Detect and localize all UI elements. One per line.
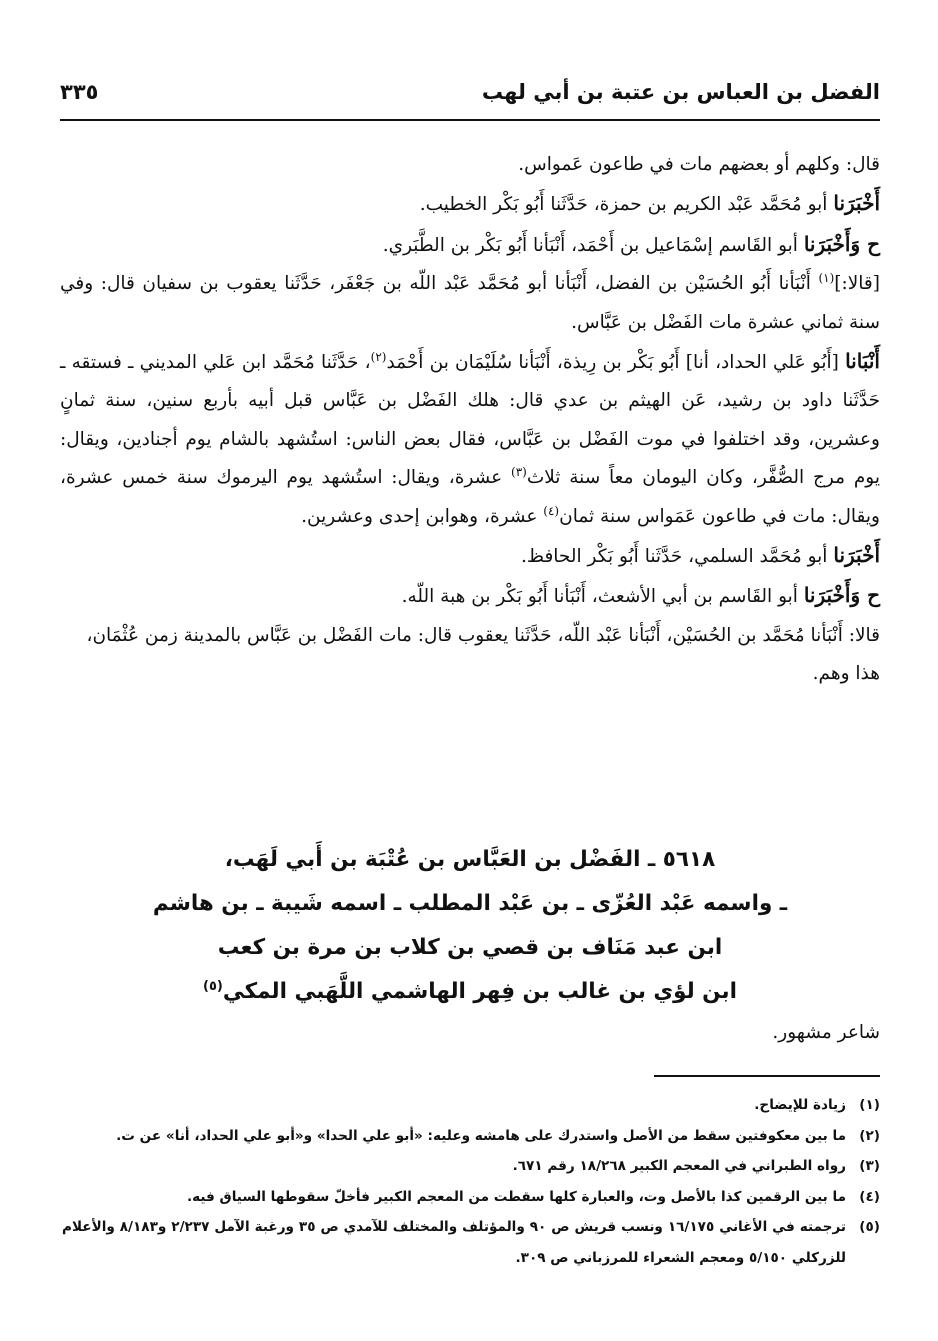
page-header xyxy=(60,74,880,120)
paragraph-3-text: أبو القَاسم إسْمَاعيل بن أَحْمَد، أَنْبَأنا أَبُو بَكْر بن الطَّبَري. xyxy=(382,234,804,256)
footnote-5 xyxy=(62,1212,880,1273)
footnote-number: (٤) xyxy=(859,1188,880,1205)
footnote-1 xyxy=(62,1090,880,1121)
footnote-4 xyxy=(62,1182,880,1213)
paragraph-1 xyxy=(60,146,880,184)
page-number: ٣٣٥ xyxy=(60,80,99,104)
footnote-ref-2: (٢) xyxy=(370,349,387,364)
footnote-ref-4: (٤) xyxy=(543,503,560,518)
footnote-3 xyxy=(62,1151,880,1182)
paragraph-8-text: قالا: أَنْبَأنا مُحَمَّد بن الحُسَيْن، أَنْبَأنا عَبْد اللّه، حَدَّثَنا يعقوب قال: مات الفَضْل بن عَبَّاس بالمدينة زمن عُثْمَان، xyxy=(86,624,880,646)
paragraph-4-text-b: أَنْبَأنا أَبُو الحُسَيْن بن الفضل، أَنْبَأنا أبو مُحَمَّد عَبْد اللّه بن جَعْفَر، حَدَّثَنا يعقوب بن سفيان قال: وفي سنة ثماني عشرة مات الفَضْل بن عَبَّاس. xyxy=(60,273,880,333)
paragraph-3 xyxy=(60,225,880,265)
running-title: الفضل بن العباس بن عتبة بن أبي لهب xyxy=(481,80,880,104)
footnote-text: ترجمته في الأغاني ١٦/١٧٥ ونسب قريش ص ٩٠ والمؤتلف والمختلف للآمدي ص ٣٥ ورغبة الآمل ٢/٢٣٧ و٨/١٨٣ والأعلام للزركلي ٥/١٥٠ ومعجم الشعراء للمرزباني ص ٣٠٩. xyxy=(62,1219,847,1266)
footnote-number: (٢) xyxy=(859,1127,880,1144)
paragraph-5-text-b: ، حَدَّثَنا مُحَمَّد ابن عَلي المديني ـ فستقه ـ حَدَّثَنا داود بن رشيد، عَن الهيثم بن عدي قال: هلك الفَضْل بن عَبَّاس قبل أبيه بأربع سنين، سنة ثمانٍ وعشرين، وقد اختلفوا في موت الفَضْل بن عَبَّاس، فقال بعض الناس: استُشهد بالشام يوم أجنادين، ويقال: يوم مرج الصُّفَّر، وكان اليومان معاً سنة ثلاث xyxy=(60,352,880,489)
footnotes xyxy=(62,1090,880,1273)
paragraph-5-text-a: [أَبُو عَلي الحداد، أنا] أَبُو بَكْر بن رِيذة، أَنْبَأنا سُلَيْمَان بن أَحْمَد xyxy=(386,352,846,374)
paragraph-7-lead: ح وَأَخْبَرَنا xyxy=(803,583,880,608)
paragraph-9 xyxy=(60,655,880,693)
footnote-text: زيادة للإيضاح. xyxy=(754,1097,846,1113)
paragraph-7-text: أبو القَاسم بن أبي الأشعث، أَنْبَأنا أَبُو بَكْر بن هبة اللّه. xyxy=(401,586,804,608)
entry-line-3: ابن عبد مَنَاف بن قصي بن كلاب بن مرة بن كعب xyxy=(217,935,723,960)
paragraph-3-lead: ح وَأَخْبَرَنا xyxy=(803,231,880,256)
paragraph-5-text-c: عشرة، ويقال: استُشهد يوم اليرموك سنة خمس عشرة، ويقال: مات في طاعون عَمَواس سنة ثمان xyxy=(60,467,880,527)
entry-line-4-text: ابن لؤي بن غالب بن فِهر الهاشمي اللَّهَبي المكي xyxy=(222,979,737,1004)
footnote-text: ما بين الرقمين كذا بالأصل وت، والعبارة كلها سقطت من المعجم الكبير فأخلّ سقوطها السياق فيه. xyxy=(186,1188,846,1205)
paragraph-2-lead: أَخْبَرَنا xyxy=(833,191,880,216)
paragraph-8 xyxy=(60,617,880,655)
footnote-ref-3: (٣) xyxy=(511,465,527,480)
biography-entry-heading xyxy=(60,838,880,1014)
paragraph-4 xyxy=(60,265,880,342)
footnote-text: ما بين معكوفتين سقط من الأصل واستدرك على هامشه وعليه: «أبو علي الحدا» و«أبو علي الحداد، أنا» عن ت. xyxy=(116,1127,846,1144)
paragraph-4-text-a: [قالا:] xyxy=(834,273,880,295)
paragraph-2-text: أبو مُحَمَّد عَبْد الكريم بن حمزة، حَدَّثَنا أَبُو بَكْر الخطيب. xyxy=(419,194,834,216)
footnote-number: (١) xyxy=(859,1097,880,1113)
paragraph-5-text-d: عشرة، وهوابن إحدى وعشرين. xyxy=(301,505,544,527)
paragraph-2 xyxy=(60,184,880,224)
paragraph-7 xyxy=(60,576,880,616)
footnote-rule xyxy=(654,1075,880,1077)
paragraph-6-lead: أَخْبَرَنا xyxy=(833,543,880,568)
paragraph-9-text: هذا وهم. xyxy=(812,663,880,685)
footnote-text: رواه الطبراني في المعجم الكبير ١٨/٢٦٨ رقم ٦٧١. xyxy=(512,1158,846,1174)
entry-line-2: ـ واسمه عَبْد العُزّى ـ بن عَبْد المطلب ـ اسمه شَيبة ـ بن هاشم xyxy=(152,891,788,916)
main-text xyxy=(60,146,880,694)
closing-text: شاعر مشهور. xyxy=(772,1022,880,1043)
entry-line-4 xyxy=(60,970,880,1014)
paragraph-1-text: قال: وكلهم أو بعضهم مات في طاعون عَمواس. xyxy=(518,154,880,175)
footnote-ref-5: (٥) xyxy=(203,978,223,994)
entry-line-1: ٥٦١٨ ـ الفَضْل بن العَبَّاس بن عُتْبَة بن أَبي لَهَب، xyxy=(224,847,716,872)
paragraph-6 xyxy=(60,536,880,576)
footnote-number: (٣) xyxy=(859,1158,880,1174)
paragraph-5 xyxy=(60,342,880,536)
footnote-2 xyxy=(62,1121,880,1152)
paragraph-5-lead: أَنْبَانا xyxy=(845,349,880,374)
footnote-number: (٥) xyxy=(859,1219,880,1235)
paragraph-6-text: أبو مُحَمَّد السلمي، حَدَّثَنا أَبُو بَكْر الحافظ. xyxy=(521,546,834,568)
footnote-ref-1: (١) xyxy=(818,271,835,286)
header-rule xyxy=(60,119,880,121)
